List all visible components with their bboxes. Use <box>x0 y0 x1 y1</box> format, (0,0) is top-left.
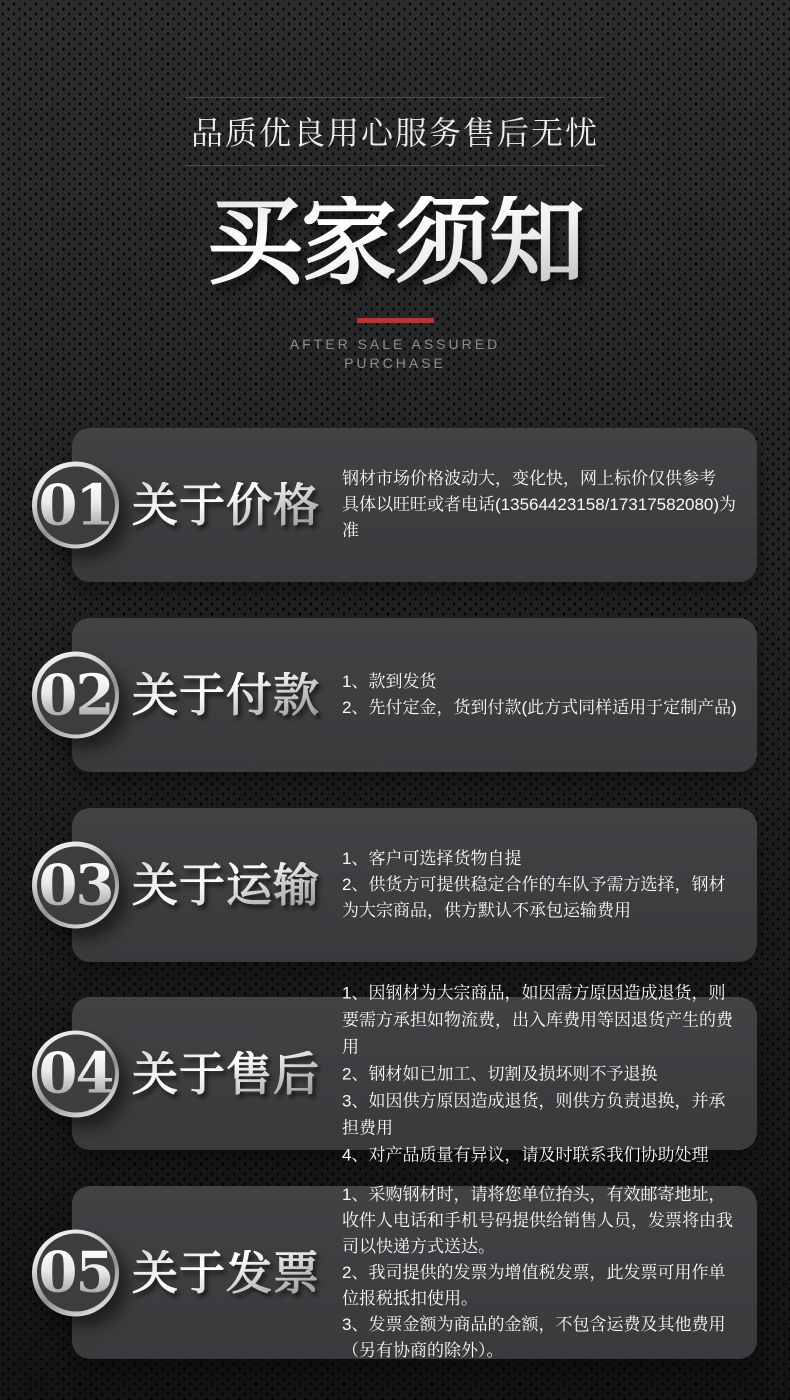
notice-card-price <box>38 428 757 582</box>
body-line: 2、我司提供的发票为增值税发票，此发票可用作单位报税抵扣使用。 <box>342 1262 726 1308</box>
number-badge-inner <box>37 466 115 544</box>
section-heading: 关于售后 <box>132 1047 320 1100</box>
body-line: 2、钢材如已加工、切割及损坏则不予退换 <box>342 1064 658 1083</box>
tagline-banner: 品质优良用心服务售后无忧 <box>185 97 605 166</box>
subtitle <box>0 335 790 373</box>
subtitle-line-1: AFTER SALE ASSURED <box>289 336 501 352</box>
page-title: 买家须知 <box>0 196 790 290</box>
body-line: 3、发票金额为商品的金额，不包含运费及其他费用（另有协商的除外）。 <box>342 1314 726 1360</box>
number-badge <box>32 1229 119 1316</box>
section-body <box>342 979 741 1168</box>
body-line: 3、如因供方原因造成退货，则供方负责退换，并承担费用 <box>342 1091 726 1137</box>
section-heading: 关于运输 <box>132 859 320 911</box>
section-number: 05 <box>38 1239 113 1306</box>
section-heading: 关于价格 <box>132 479 320 531</box>
section-body <box>342 846 741 924</box>
body-line: 1、款到发货 <box>342 672 437 691</box>
section-body <box>342 1182 741 1364</box>
body-line: 2、供货方可提供稳定合作的车队予需方选择，钢材为大宗商品，供方默认不承包运输费用 <box>342 875 726 920</box>
body-line: 1、客户可选择货物自提 <box>342 849 522 868</box>
section-number: 03 <box>38 852 113 918</box>
body-line: 具体以旺旺或者电话(13564423158/17317582080)为准 <box>342 495 737 540</box>
red-divider <box>357 318 434 323</box>
number-badge <box>32 652 119 739</box>
notice-card-payment <box>38 618 757 772</box>
section-number: 01 <box>38 472 113 538</box>
body-line: 1、采购钢材时，请将您单位抬头，有效邮寄地址，收件人电话和手机号码提供给销售人员，发票将由我司以快递方式送达。 <box>342 1184 733 1256</box>
section-number: 02 <box>38 662 113 728</box>
section-heading: 关于发票 <box>132 1246 320 1299</box>
number-badge-inner <box>37 656 115 734</box>
number-badge <box>32 1030 119 1117</box>
body-line: 钢材市场价格波动大，变化快，网上标价仅供参考 <box>342 469 716 488</box>
section-heading: 关于付款 <box>132 669 320 721</box>
subtitle-line-2: PURCHASE <box>344 355 446 371</box>
notice-card-shipping <box>38 808 757 962</box>
notice-card-invoice <box>38 1184 757 1360</box>
number-badge-inner <box>37 1234 115 1312</box>
body-line: 1、因钢材为大宗商品，如因需方原因造成退货，则要需方承担如物流费，出入库费用等因退货产生的费用 <box>342 983 733 1056</box>
body-line: 2、先付定金，货到付款(此方式同样适用于定制产品) <box>342 698 737 717</box>
number-badge <box>32 462 119 549</box>
notice-card-aftersale <box>38 983 757 1164</box>
number-badge <box>32 842 119 929</box>
section-number: 04 <box>38 1040 113 1107</box>
section-body <box>342 466 741 544</box>
section-body <box>342 669 741 721</box>
number-badge-inner <box>37 846 115 924</box>
body-line: 4、对产品质量有异议，请及时联系我们协助处理 <box>342 1145 709 1164</box>
number-badge-inner <box>37 1035 115 1113</box>
